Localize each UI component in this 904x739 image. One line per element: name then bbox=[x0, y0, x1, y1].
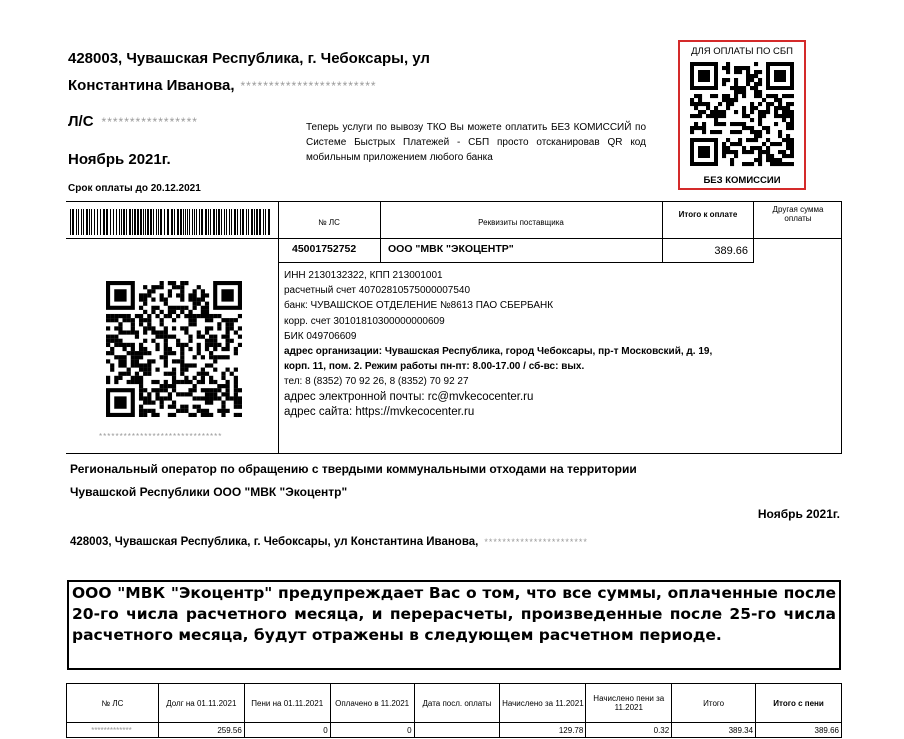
sbp-footer: БЕЗ КОМИССИИ bbox=[703, 175, 781, 186]
payer-address-line1: 428003, Чувашская Республика, г. Чебоксары, ул bbox=[68, 50, 430, 67]
th-total-with-penalty: Итого с пени bbox=[756, 684, 842, 723]
th-penalty: Пени на 01.11.2021 bbox=[244, 684, 330, 723]
cell-paid: 0 bbox=[330, 723, 414, 738]
th-paid: Оплачено в 11.2021 bbox=[330, 684, 414, 723]
payer-address-street: Константина Иванова, bbox=[68, 77, 235, 94]
payment-qr-code-icon[interactable] bbox=[106, 281, 242, 417]
supplier-requisites bbox=[284, 268, 712, 420]
personal-account-line bbox=[68, 113, 198, 130]
cell-penalty: 0 bbox=[244, 723, 330, 738]
billing-period: Ноябрь 2021г. bbox=[68, 151, 171, 168]
th-charged: Начислено за 11.2021 bbox=[500, 684, 586, 723]
operator-address bbox=[70, 536, 588, 548]
req-phones: тел: 8 (8352) 70 92 26, 8 (8352) 70 92 27 bbox=[284, 376, 469, 388]
req-org-address-2: корп. 11, пом. 2. Режим работы пн-пт: 8.00-17.00 / сб-вс: вых. bbox=[284, 361, 585, 373]
req-bank: банк: ЧУВАШСКОЕ ОТДЕЛЕНИЕ №8613 ПАО СБЕРБАНК bbox=[284, 300, 554, 312]
th-last-payment: Дата посл. оплаты bbox=[414, 684, 500, 723]
payer-address-line2 bbox=[68, 77, 377, 94]
operator-address-masked: *********************** bbox=[484, 537, 588, 547]
operator-line2: Чувашской Республики ООО "МВК "Экоцентр" bbox=[70, 485, 348, 499]
cell-charged-penalty: 0.32 bbox=[586, 723, 672, 738]
table-row bbox=[67, 723, 842, 738]
sbp-title: ДЛЯ ОПЛАТЫ ПО СБП bbox=[691, 46, 793, 57]
req-site: адрес сайта: https://mvkecocenter.ru bbox=[284, 405, 475, 418]
req-email: адрес электронной почты: rc@mvkecocenter.ru bbox=[284, 390, 534, 403]
req-bik: БИК 049706609 bbox=[284, 330, 357, 342]
col-requisites-header: Реквизиты поставщика bbox=[478, 218, 564, 227]
cell-total-with-penalty: 389.66 bbox=[756, 723, 842, 738]
cell-charged: 129.78 bbox=[500, 723, 586, 738]
sbp-qr-code-icon[interactable] bbox=[690, 62, 794, 170]
charges-header-row bbox=[67, 684, 842, 723]
stub-total-amount: 389.66 bbox=[714, 245, 748, 257]
cell-total: 389.34 bbox=[672, 723, 756, 738]
barcode-icon bbox=[70, 209, 274, 235]
sbp-notice: Теперь услуги по вывозу ТКО Вы можете оплатить БЕЗ КОМИССИЙ по Системе Быстрых Платежей - СБП просто отсканировав QR код мобильным приложением любого банка bbox=[306, 122, 646, 163]
payment-stub bbox=[66, 201, 842, 454]
col-other-header: Другая сумма оплаты bbox=[772, 205, 824, 223]
th-charged-penalty: Начислено пени за 11.2021 bbox=[586, 684, 672, 723]
th-ls: № ЛС bbox=[67, 684, 159, 723]
stub-account-number: 45001752752 bbox=[292, 243, 357, 255]
th-debt: Долг на 01.11.2021 bbox=[158, 684, 244, 723]
col-ls-header: № ЛС bbox=[318, 218, 340, 227]
cell-ls: ************* bbox=[67, 723, 159, 738]
cell-debt: 259.56 bbox=[158, 723, 244, 738]
cell-last-payment bbox=[414, 723, 500, 738]
operator-period: Ноябрь 2021г. bbox=[757, 507, 840, 521]
sbp-qr-box bbox=[678, 40, 806, 190]
ls-label: Л/С bbox=[68, 113, 94, 130]
th-total: Итого bbox=[672, 684, 756, 723]
stub-supplier-name: ООО "МВК "ЭКОЦЕНТР" bbox=[388, 243, 514, 255]
col-total-header: Итого к оплате bbox=[678, 210, 738, 219]
ls-masked: ***************** bbox=[101, 115, 198, 129]
payment-warning: ООО "МВК "Экоцентр" предупреждает Вас о том, что все суммы, оплаченные после 20-го числа расчетного месяца, и перерасчеты, произведенные после 25-го числа расчетного месяца, будут отражены в следующем расчетном периоде. bbox=[67, 580, 841, 670]
due-date: Срок оплаты до 20.12.2021 bbox=[68, 183, 201, 194]
req-account: расчетный счет 40702810575000007540 bbox=[284, 285, 471, 297]
payer-address-masked: ************************ bbox=[240, 79, 377, 93]
charges-table bbox=[66, 683, 842, 738]
operator-address-text: 428003, Чувашская Республика, г. Чебоксары, ул Константина Иванова, bbox=[70, 536, 479, 548]
req-inn-kpp: ИНН 2130132322, КПП 213001001 bbox=[284, 270, 443, 281]
cut-line bbox=[66, 453, 278, 454]
operator-line1: Региональный оператор по обращению с твердыми коммунальными отходами на территории bbox=[70, 462, 637, 476]
qr-masked-text: ****************************** bbox=[99, 432, 223, 441]
req-org-address-1: адрес организации: Чувашская Республика, город Чебоксары, пр-т Московский, д. 19, bbox=[284, 346, 713, 358]
req-corr: корр. счет 30101810300000000609 bbox=[284, 315, 445, 327]
